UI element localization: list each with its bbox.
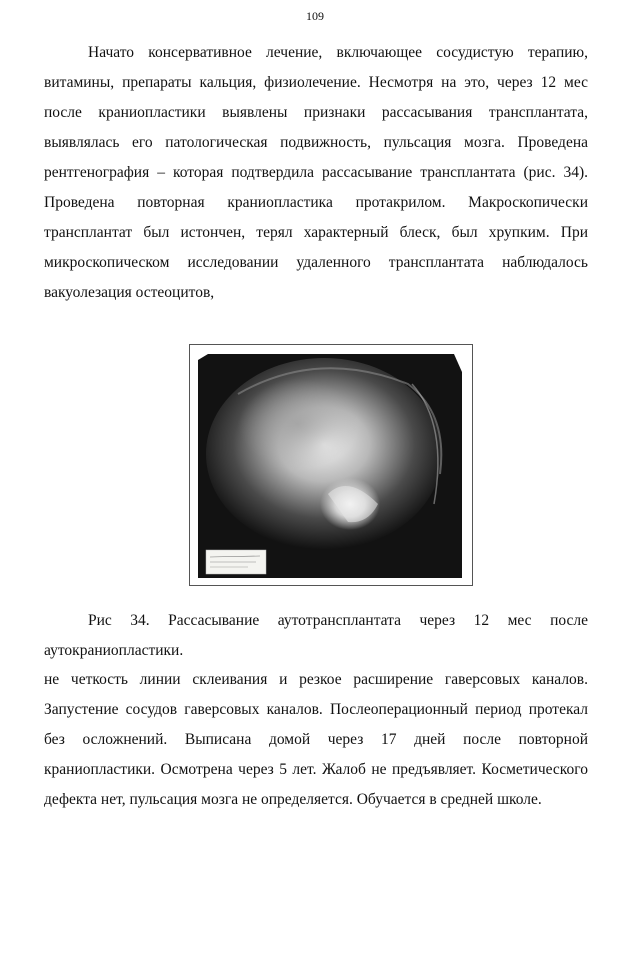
figure-34-frame [189,344,473,586]
body-paragraph-1: Начато консервативное лечение, включающее сосудистую терапию, витамины, препараты кальция, физиолечение. Несмотря на это, через 12 мес после краниопластики выявлены признаки рассасывания трансплантата, выявлялась его патологическая подвижность, пульсация мозга. Проведена рентгенография – которая подтвердила рассасывание трансплантата (рис. 34). Проведена повторная краниопластика протакрилом. Макроскопически трансплантат был истончен, терял характерный блеск, был хрупким. При микроскопическом исследовании удаленного трансплантата наблюдалось вакуолезация остеоцитов, [44,44,588,301]
figure-34-caption: Рис 34. Рассасывание аутотрансплантата через 12 мес после аутокраниопластики. [44,612,588,659]
body-paragraph-2: не четкость линии склеивания и резкое расширение гаверсовых каналов. Запустение сосудов гаверсовых каналов. Послеоперационный период протекал без осложнений. Выписана домой через 17 дней после повторной краниопластики. Осмотрена через 5 лет. Жалоб не предъявляет. Косметического дефекта нет, пульсация мозга не определяется. Обучается в средней школе. [44,671,588,808]
skull-xray-image [198,354,462,578]
page-number: 109 [306,9,324,23]
